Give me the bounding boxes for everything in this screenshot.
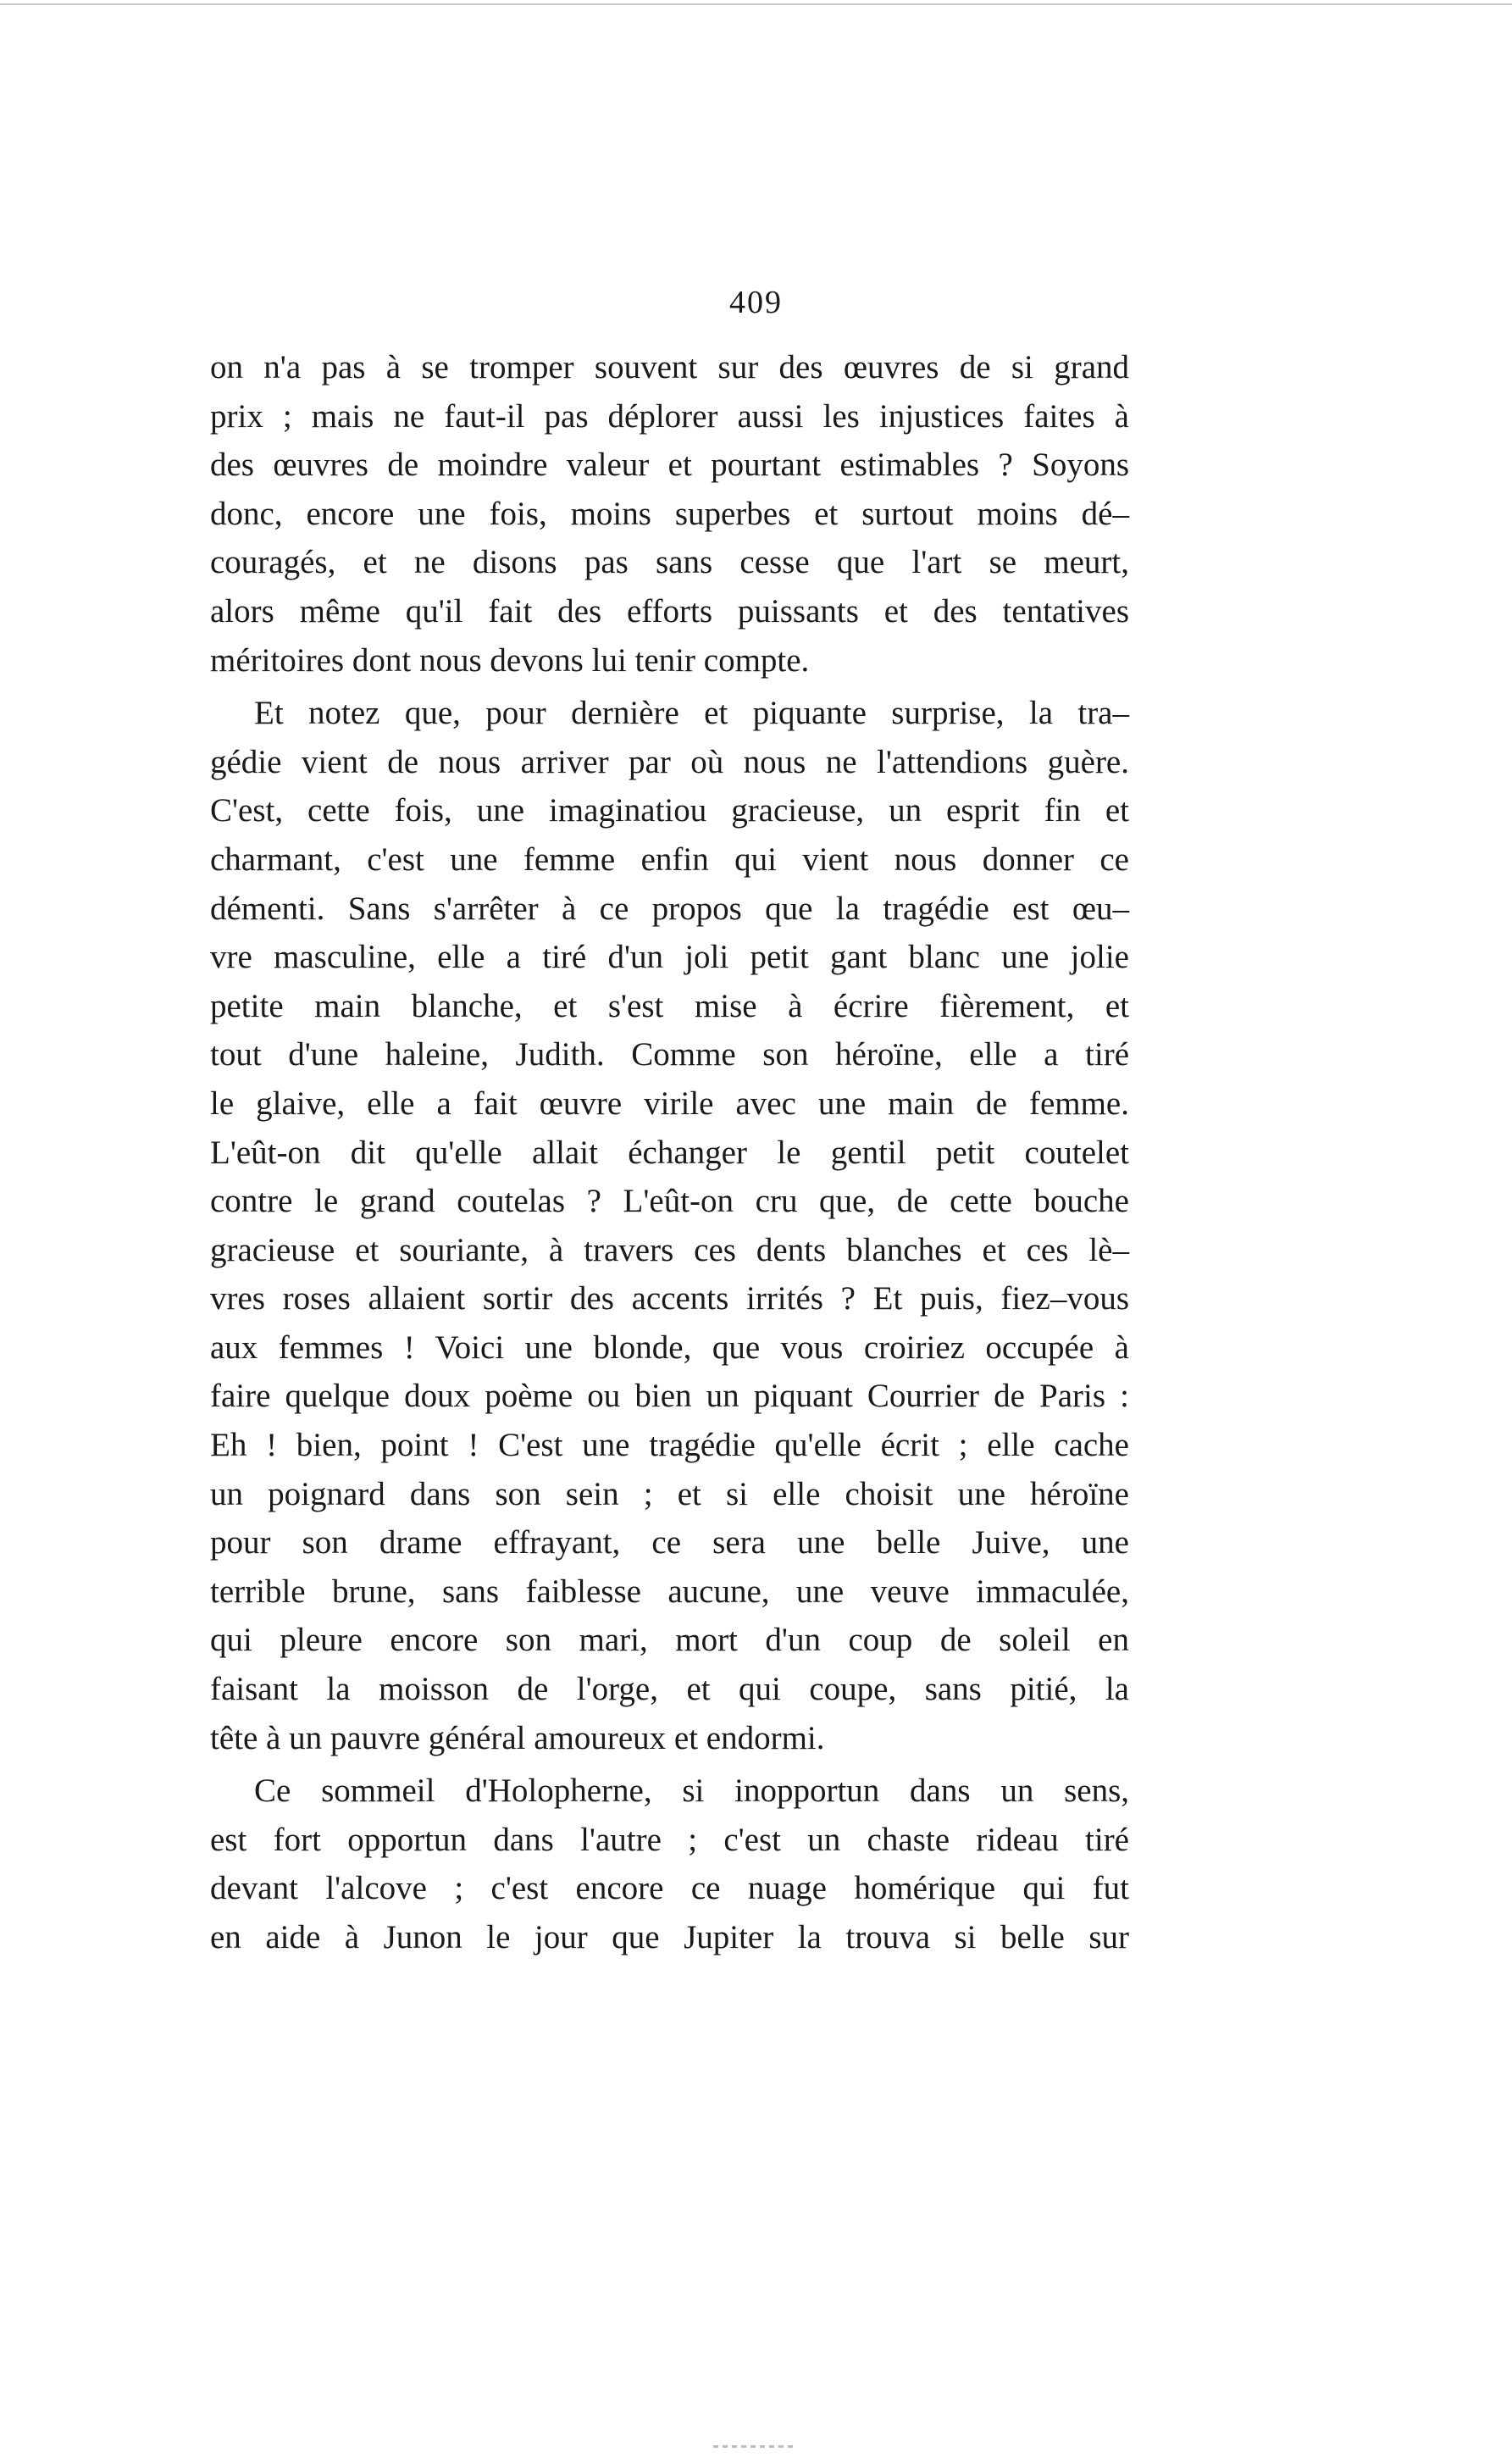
paragraph: [210, 343, 1129, 685]
text-line: tête à un pauvre général amoureux et endormi.: [210, 1719, 825, 1756]
text-line: qui pleure encore son mari, mort d'un coup de soleil en: [210, 1622, 1129, 1659]
text-line: en aide à Junon le jour que Jupiter la trouva si belle sur: [210, 1919, 1129, 1955]
page-number: 409: [729, 285, 783, 320]
text-line: pour son drame effrayant, ce sera une belle Juive, une: [210, 1524, 1129, 1562]
text-line: C'est, cette fois, une imaginatiou gracieuse, un esprit fin et: [210, 792, 1129, 829]
text-line: prix ; mais ne faut-il pas déplorer aussi les injustices faites à: [210, 397, 1129, 435]
text-line: vre masculine, elle a tiré d'un joli petit gant blanc une jolie: [210, 939, 1129, 976]
text-line: devant l'alcove ; c'est encore ce nuage homérique qui fut: [210, 1870, 1129, 1907]
paragraph: [210, 1767, 1129, 1961]
top-edge-rule: [0, 3, 1512, 5]
text-line: terrible brune, sans faiblesse aucune, une veuve immaculée,: [210, 1573, 1129, 1610]
text-line: contre le grand coutelas ? L'eût-on cru que, de cette bouche: [210, 1183, 1129, 1220]
text-line: Et notez que, pour dernière et piquante surprise, la tra–: [254, 695, 1129, 732]
text-line: petite main blanche, et s'est mise à écrire fièrement, et: [210, 987, 1129, 1024]
text-line: faisant la moisson de l'orge, et qui coupe, sans pitié, la: [210, 1671, 1129, 1708]
text-line: gracieuse et souriante, à travers ces dents blanches et ces lè–: [210, 1231, 1129, 1268]
text-line: démenti. Sans s'arrêter à ce propos que la tragédie est œu–: [210, 890, 1129, 927]
text-line: faire quelque doux poème ou bien un piquant Courrier de Paris :: [210, 1378, 1129, 1415]
text-line: charmant, c'est une femme enfin qui vient nous donner ce: [210, 840, 1129, 878]
body-text: [210, 343, 1129, 1962]
text-line: on n'a pas à se tromper souvent sur des œuvres de si grand: [210, 349, 1129, 386]
text-line: Eh ! bien, point ! C'est une tragédie qu'elle écrit ; elle cache: [210, 1427, 1129, 1464]
text-line: L'eût-on dit qu'elle allait échanger le gentil petit coutelet: [210, 1134, 1129, 1171]
text-line: alors même qu'il fait des efforts puissants et des tentatives: [210, 592, 1129, 630]
text-line: Ce sommeil d'Holopherne, si inopportun dans un sens,: [254, 1772, 1129, 1810]
text-line: aux femmes ! Voici une blonde, que vous croiriez occupée à: [210, 1329, 1129, 1366]
paragraph: [210, 689, 1129, 1762]
text-line: gédie vient de nous arriver par où nous ne l'attendions guère.: [210, 743, 1129, 780]
text-line: méritoires dont nous devons lui tenir compte.: [210, 641, 810, 679]
text-line: un poignard dans son sein ; et si elle choisit une héroïne: [210, 1475, 1129, 1512]
text-line: est fort opportun dans l'autre ; c'est un chaste rideau tiré: [210, 1821, 1129, 1858]
text-line: couragés, et ne disons pas sans cesse que l'art se meurt,: [210, 544, 1129, 581]
text-line: donc, encore une fois, moins superbes et surtout moins dé–: [210, 495, 1129, 532]
text-line: tout d'une haleine, Judith. Comme son héroïne, elle a tiré: [210, 1036, 1129, 1073]
text-line: le glaive, elle a fait œuvre virile avec une main de femme.: [210, 1084, 1129, 1122]
text-line: vres roses allaient sortir des accents irrités ? Et puis, fiez–vous: [210, 1280, 1129, 1317]
text-line: des œuvres de moindre valeur et pourtant estimables ? Soyons: [210, 447, 1129, 484]
bottom-edge-mark: [713, 2445, 796, 2448]
